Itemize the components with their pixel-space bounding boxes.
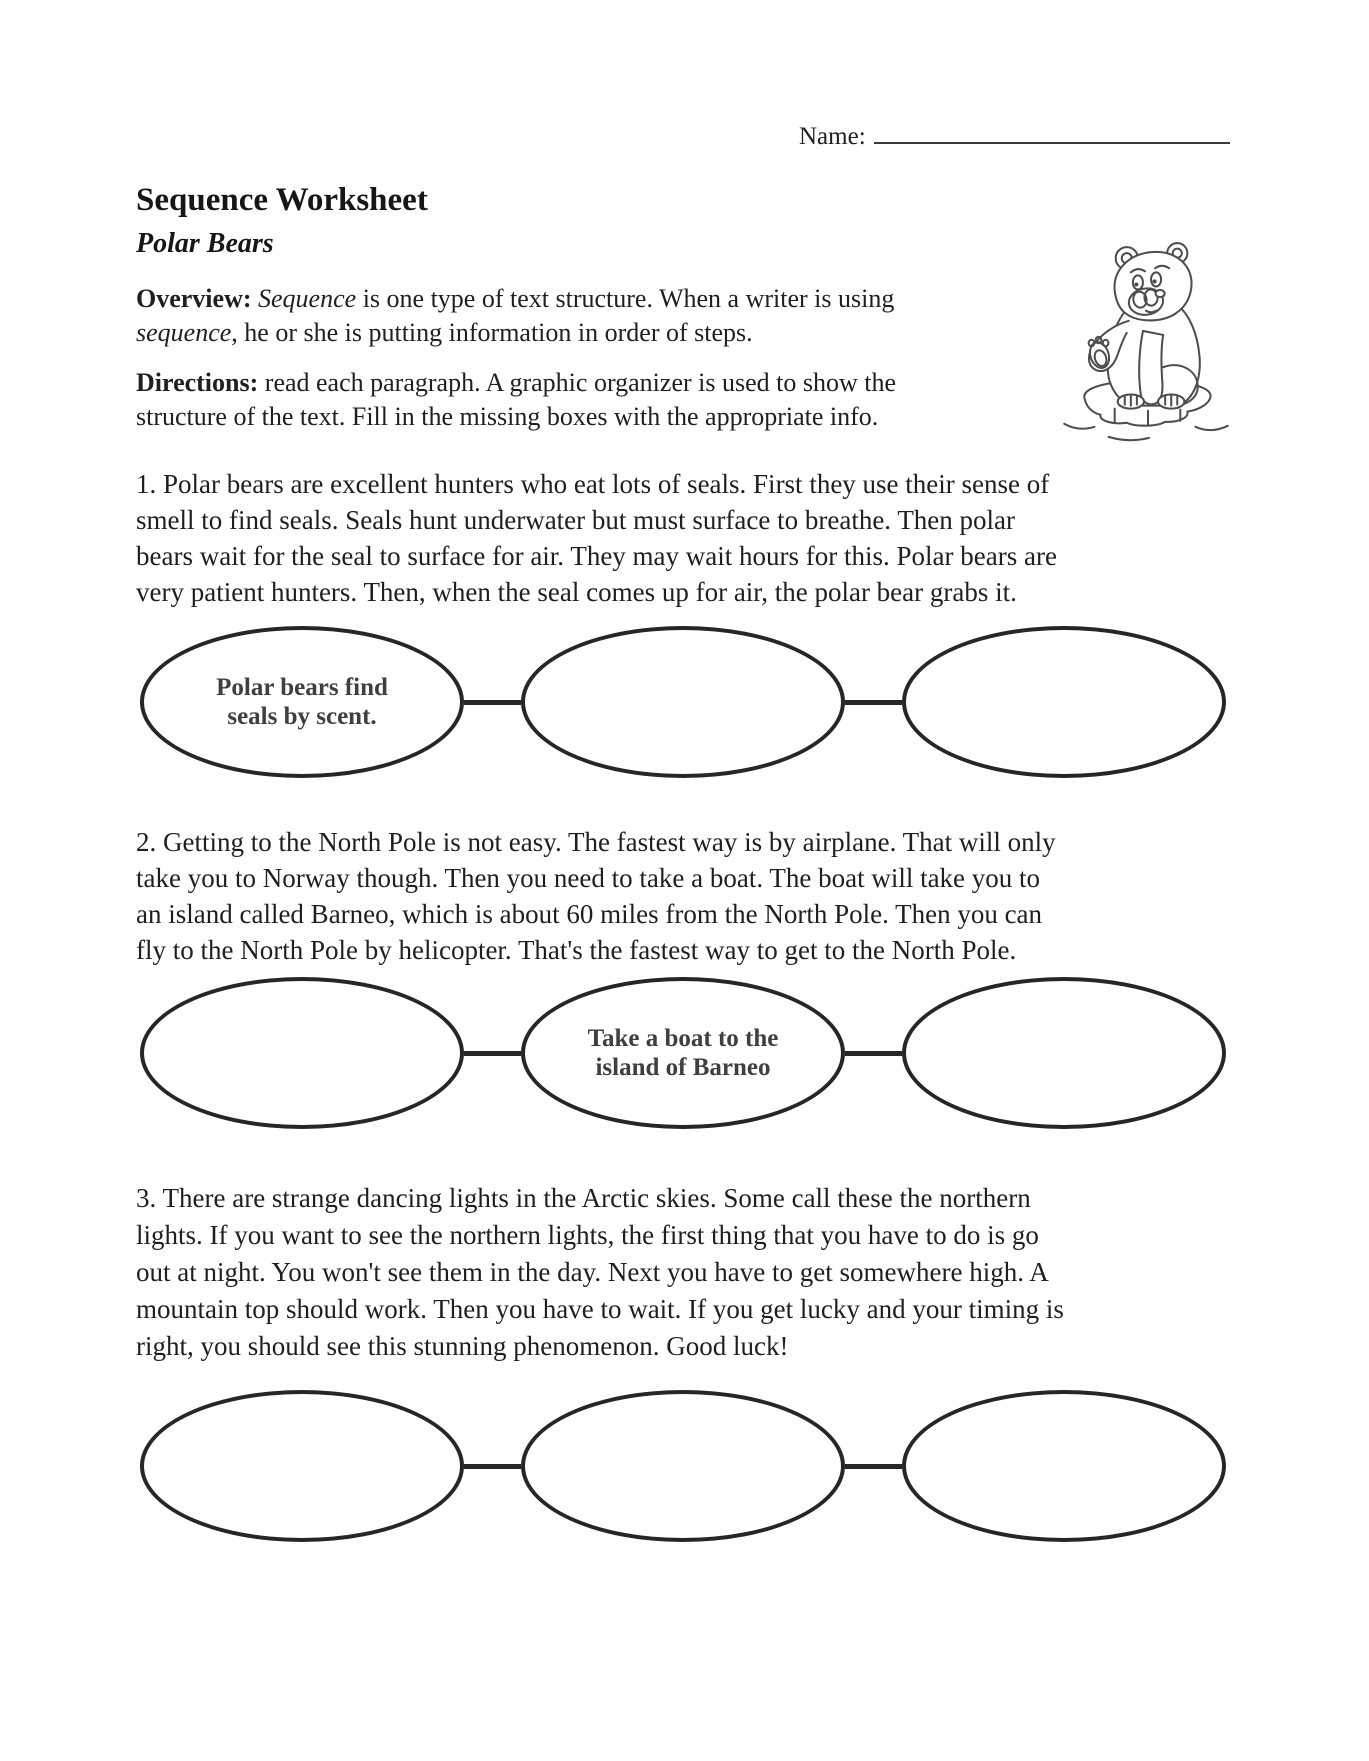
organizer-2-oval-3-blank[interactable] xyxy=(902,977,1226,1129)
organizer-3-oval-2-blank[interactable] xyxy=(521,1390,845,1542)
paragraph-3-line: mountain top should work. Then you have to wait. If you get lucky and your timing is xyxy=(136,1294,1064,1324)
paragraph-3 xyxy=(136,1180,1246,1365)
paragraph-1-line: very patient hunters. Then, when the seal comes up for air, the polar bear grabs it. xyxy=(136,577,1017,607)
name-row xyxy=(799,118,1230,151)
paragraph-1 xyxy=(136,466,1246,610)
paragraph-2-line: 2. Getting to the North Pole is not easy. The fastest way is by airplane. That will only xyxy=(136,827,1056,857)
sequence-organizer-1 xyxy=(140,626,1226,778)
worksheet-subtitle: Polar Bears xyxy=(136,228,274,259)
connector-line xyxy=(464,1051,521,1056)
water-ripple-icon xyxy=(1195,426,1227,430)
paragraph-1-line: 1. Polar bears are excellent hunters who eat lots of seals. First they use their sense of xyxy=(136,469,1050,499)
connector-line xyxy=(464,1464,521,1469)
water-ripple-icon xyxy=(1064,424,1094,429)
paragraph-3-line: out at night. You won't see them in the day. Next you have to get somewhere high. A xyxy=(136,1257,1049,1287)
organizer-1-oval-1-text: Polar bears find seals by scent. xyxy=(216,674,388,730)
water-ripple-icon xyxy=(1109,437,1149,440)
paragraph-3-line: lights. If you want to see the northern lights, the first thing that you have to do is go xyxy=(136,1220,1039,1250)
organizer-3-oval-1-blank[interactable] xyxy=(140,1390,464,1542)
paragraph-2-line: an island called Barneo, which is about 60 miles from the North Pole. Then you can xyxy=(136,899,1043,929)
paragraph-3-line: 3. There are strange dancing lights in the Arctic skies. Some call these the northern xyxy=(136,1183,1031,1213)
paragraph-2-line: take you to Norway though. Then you need to take a boat. The boat will take you to xyxy=(136,863,1041,893)
organizer-2-oval-2-text: Take a boat to the island of Barneo xyxy=(587,1025,779,1081)
overview-line-2: sequence, he or she is putting information in order of steps. xyxy=(136,318,753,347)
paragraph-2-line: fly to the North Pole by helicopter. That's the fastest way to get to the North Pole. xyxy=(136,935,1017,965)
organizer-3-oval-3-blank[interactable] xyxy=(902,1390,1226,1542)
organizer-2-oval-2-filled xyxy=(521,977,845,1129)
directions-line-2: structure of the text. Fill in the missing boxes with the appropriate info. xyxy=(136,402,879,431)
organizer-2-oval-1-blank[interactable] xyxy=(140,977,464,1129)
overview-label: Overview: xyxy=(136,284,252,313)
overview-block xyxy=(136,282,1046,350)
worksheet-title: Sequence Worksheet xyxy=(136,182,428,218)
overview-line-1: Overview: Sequence is one type of text structure. When a writer is using xyxy=(136,284,895,313)
paragraph-1-line: bears wait for the seal to surface for air. They may wait hours for this. Polar bears are xyxy=(136,541,1057,571)
directions-label: Directions: xyxy=(136,368,259,397)
sequence-organizer-2 xyxy=(140,977,1226,1129)
organizer-1-oval-2-blank[interactable] xyxy=(521,626,845,778)
organizer-1-oval-3-blank[interactable] xyxy=(902,626,1226,778)
connector-line xyxy=(845,700,902,705)
name-blank-line[interactable] xyxy=(874,118,1230,144)
paragraph-1-line: smell to find seals. Seals hunt underwater but must surface to breathe. Then polar xyxy=(136,505,1016,535)
paragraph-2 xyxy=(136,824,1246,968)
polar-bear-illustration xyxy=(1042,238,1254,445)
sequence-organizer-3 xyxy=(140,1390,1226,1542)
connector-line xyxy=(845,1051,902,1056)
connector-line xyxy=(464,700,521,705)
organizer-1-oval-1-filled xyxy=(140,626,464,778)
connector-line xyxy=(845,1464,902,1469)
name-label: Name: xyxy=(799,123,866,150)
directions-line-1: Directions: read each paragraph. A graphic organizer is used to show the xyxy=(136,368,897,397)
paragraph-3-line: right, you should see this stunning phenomenon. Good luck! xyxy=(136,1331,789,1361)
directions-block xyxy=(136,366,1046,434)
